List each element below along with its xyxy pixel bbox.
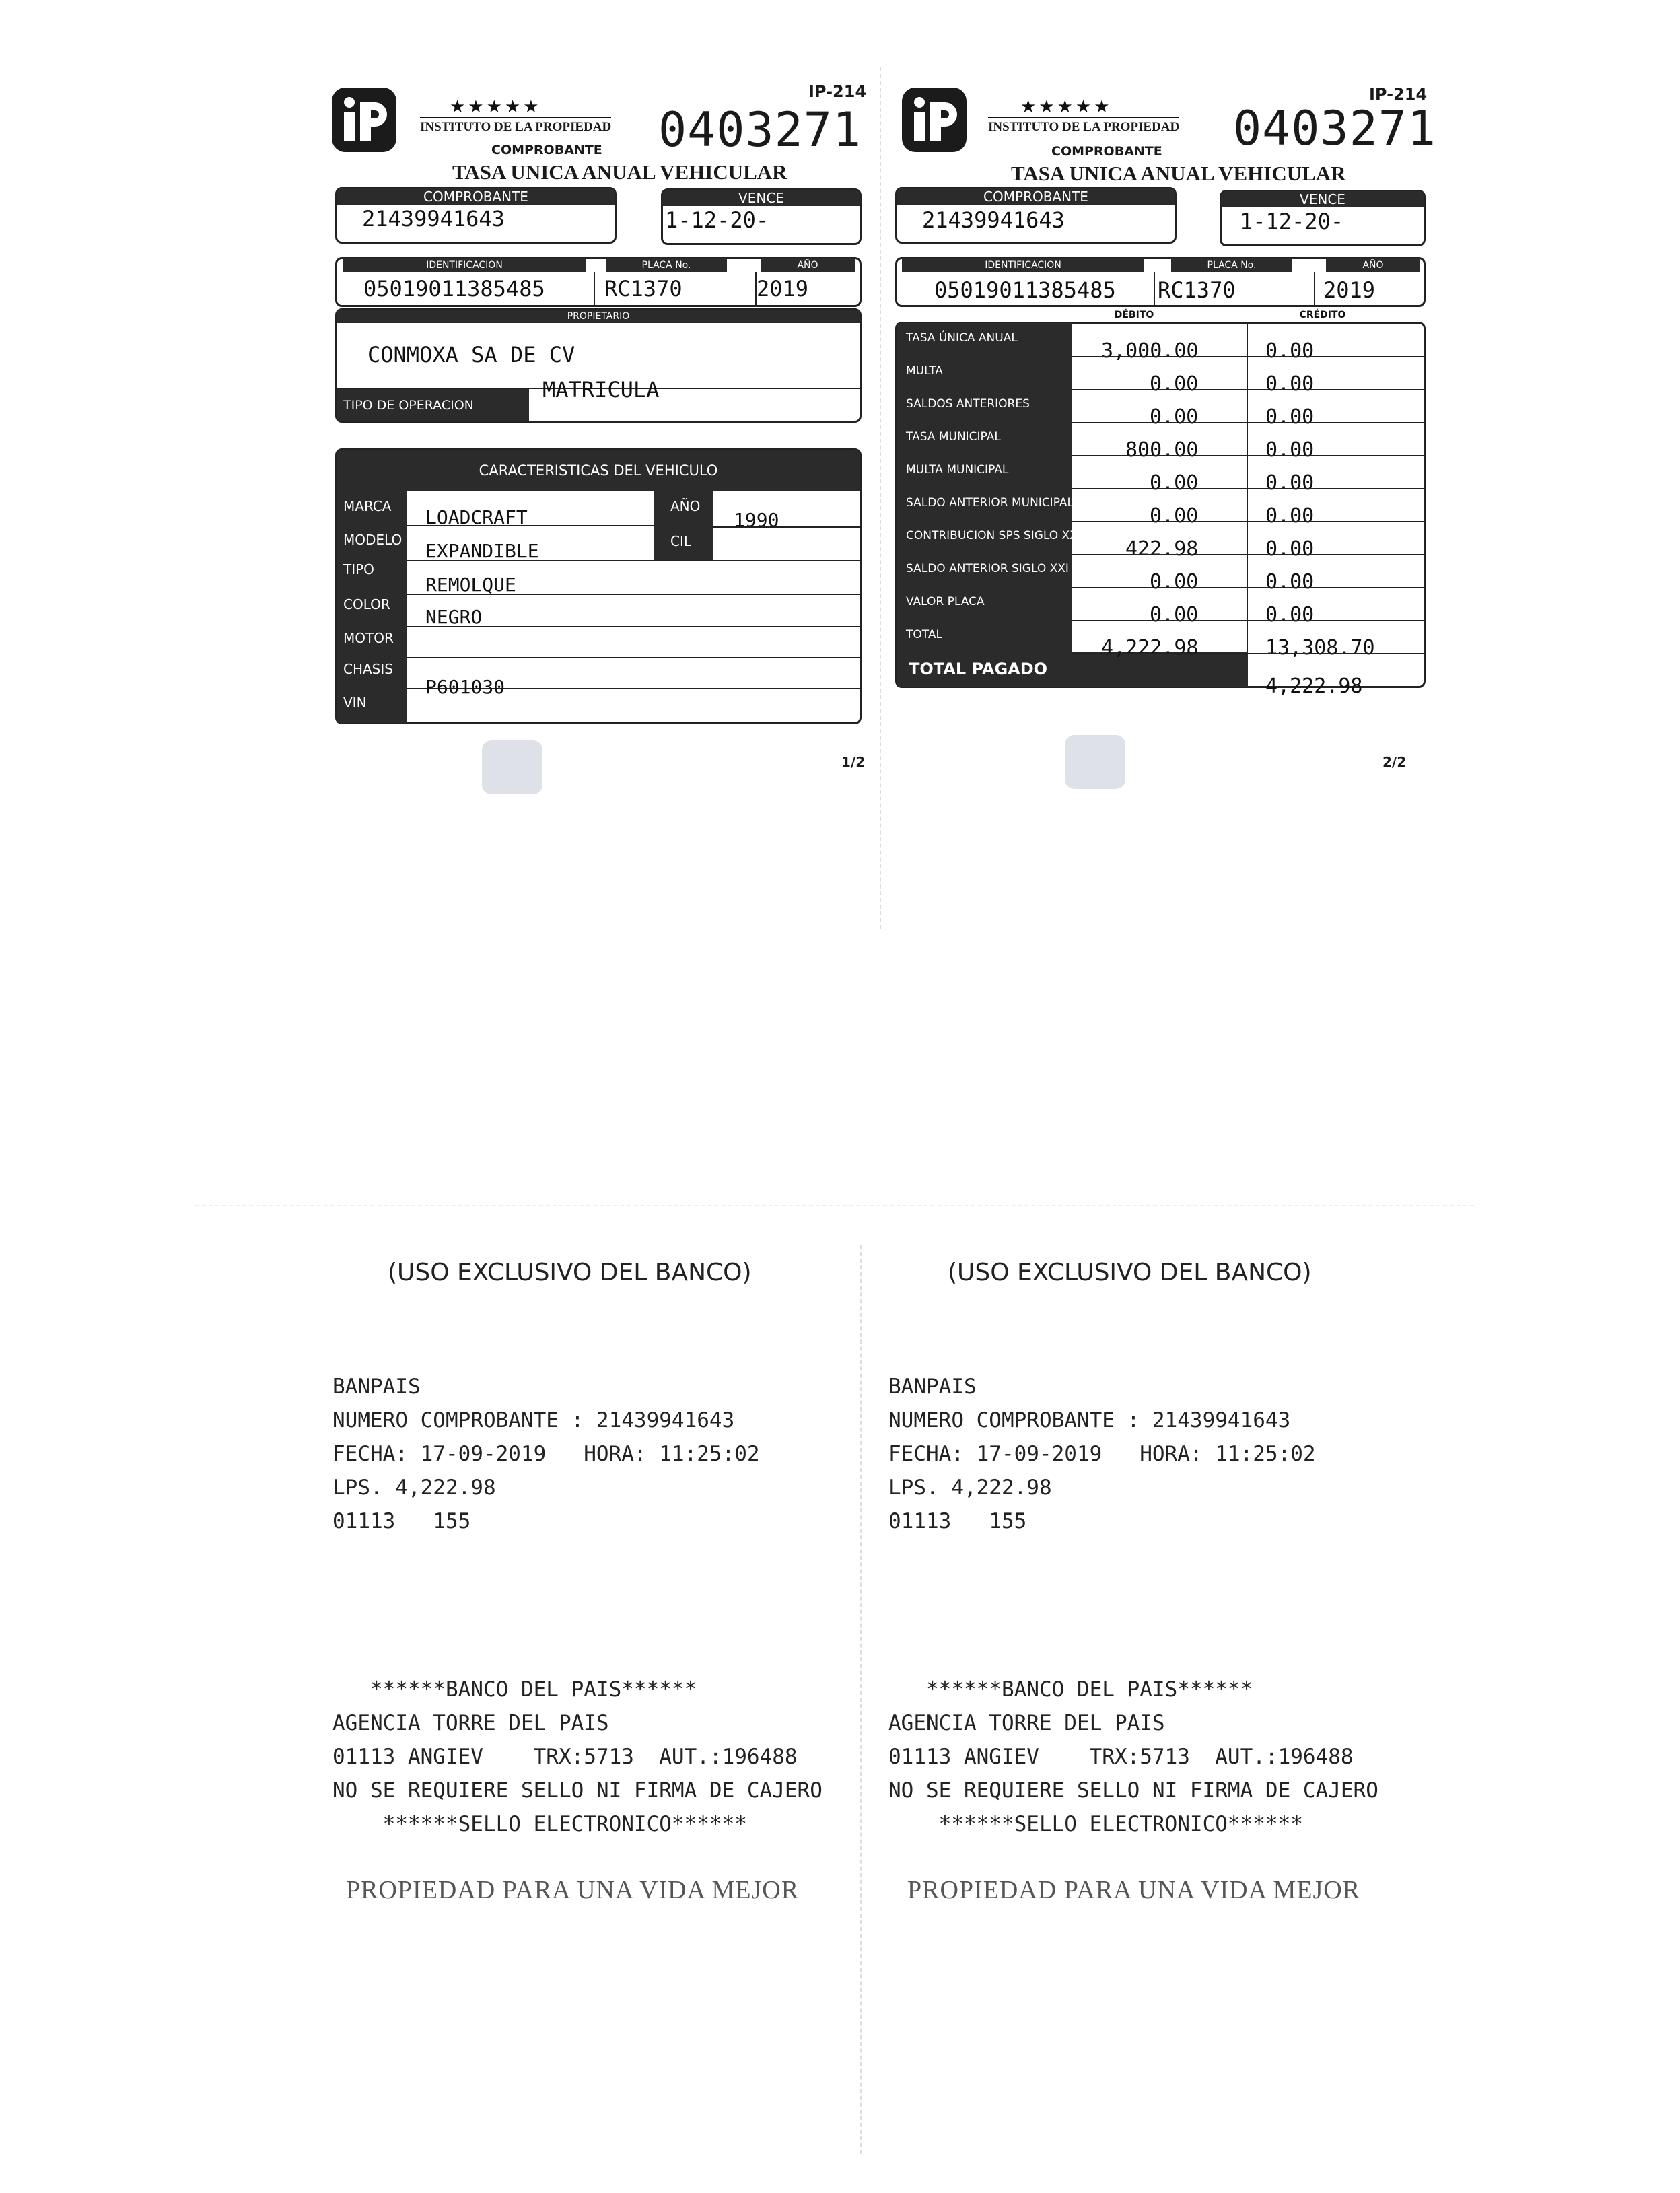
amount-row-label: SALDO ANTERIOR SIGLO XXI — [906, 562, 1069, 576]
marca-value: LOADCRAFT — [425, 506, 528, 528]
amount-row-debito: 0.00 — [1150, 603, 1199, 627]
bank-line-4: LPS. 4,222.98 — [888, 1475, 1052, 1500]
ip-logo-icon — [902, 88, 967, 152]
stamp-line-1: ******BANCO DEL PAIS****** — [888, 1677, 1253, 1702]
page-number: 1/2 — [841, 754, 866, 770]
modelo-label: MODELO — [343, 532, 403, 548]
amount-row-debito: 800.00 — [1125, 438, 1199, 462]
voucher-subtitle: COMPROBANTE — [1051, 144, 1162, 159]
bank-line-1: BANPAIS — [332, 1374, 421, 1399]
placa-label: PLACA No. — [606, 258, 727, 272]
identificacion-value: 05019011385485 — [363, 276, 545, 302]
ano2-value: 1990 — [734, 509, 779, 531]
motto: PROPIEDAD PARA UNA VIDA MEJOR — [346, 1876, 800, 1904]
amount-row-credito: 0.00 — [1265, 537, 1315, 561]
credito-label: CRÉDITO — [1299, 310, 1346, 320]
amount-row-line — [1072, 488, 1424, 489]
amount-row-debito: 0.00 — [1150, 471, 1199, 495]
stamp-line-2: AGENCIA TORRE DEL PAIS — [888, 1711, 1165, 1735]
vin-label: VIN — [343, 695, 367, 711]
voucher-subtitle: COMPROBANTE — [491, 143, 602, 158]
id-divider-2 — [1314, 272, 1315, 306]
bank-line-3: FECHA: 17-09-2019 HORA: 11:25:02 — [332, 1442, 760, 1466]
amount-row-line — [1072, 422, 1424, 423]
identificacion-value: 05019011385485 — [934, 277, 1116, 303]
fold-line-vertical — [880, 67, 881, 929]
amount-row-debito: 422.98 — [1125, 537, 1199, 561]
motto: PROPIEDAD PARA UNA VIDA MEJOR — [907, 1876, 1361, 1904]
institute-name: INSTITUTO DE LA PROPIEDAD — [420, 117, 611, 135]
bank-line-1: BANPAIS — [888, 1374, 977, 1399]
stamp-line-5: ******SELLO ELECTRONICO****** — [332, 1812, 747, 1836]
voucher-title: TASA UNICA ANUAL VEHICULAR — [452, 160, 788, 184]
amount-row-label: CONTRIBUCION SPS SIGLO XXI — [906, 529, 1081, 543]
amount-row-label: SALDO ANTERIOR MUNICIPAL — [906, 496, 1074, 510]
amount-row-credito: 0.00 — [1265, 570, 1315, 594]
amount-row-credito: 0.00 — [1265, 339, 1315, 363]
amount-row-line — [1072, 554, 1424, 555]
bank-line-2: NUMERO COMPROBANTE : 21439941643 — [888, 1408, 1291, 1432]
stamp-line-4: NO SE REQUIERE SELLO NI FIRMA DE CAJERO — [332, 1778, 823, 1803]
amount-row-credito: 0.00 — [1265, 438, 1315, 462]
amount-row-credito: 0.00 — [1265, 504, 1315, 528]
bank-line-4: LPS. 4,222.98 — [332, 1475, 496, 1500]
amount-row-credito: 0.00 — [1265, 405, 1315, 429]
placa-value: RC1370 — [604, 276, 682, 302]
amount-row-credito: 0.00 — [1265, 372, 1315, 396]
amount-row-credito: 13,308.70 — [1265, 636, 1375, 660]
amount-row-line — [1072, 389, 1424, 390]
chasis-value: P601030 — [425, 676, 505, 698]
vence-label: VENCE — [662, 190, 860, 206]
total-pagado-label: TOTAL PAGADO — [909, 660, 1048, 678]
fold-line-horizontal — [195, 1205, 1474, 1206]
stamp-line-1: ******BANCO DEL PAIS****** — [332, 1677, 697, 1702]
stamp-line-3: 01113 ANGIEV TRX:5713 AUT.:196488 — [332, 1745, 798, 1769]
total-pagado-value: 4,222.98 — [1265, 674, 1363, 698]
row-line-5 — [407, 657, 860, 658]
amount-row-label: TASA ÚNICA ANUAL — [906, 331, 1018, 345]
operacion-label: TIPO DE OPERACION — [337, 389, 529, 421]
vehicle-header: CARACTERISTICAS DEL VEHICULO — [337, 450, 860, 491]
id-divider-1 — [594, 272, 595, 306]
voucher-number: 0403271 — [1233, 101, 1437, 156]
comprobante-value: 21439941643 — [362, 206, 505, 232]
cil-label: CIL — [670, 533, 692, 549]
amount-row-label: TASA MUNICIPAL — [906, 430, 1001, 444]
ano-label: AÑO — [761, 258, 855, 272]
comprobante-value: 21439941643 — [922, 207, 1065, 233]
motor-label: MOTOR — [343, 630, 394, 646]
ip-code: IP-214 — [808, 82, 867, 101]
amount-row-label: MULTA — [906, 364, 943, 378]
voucher-number: 0403271 — [658, 102, 862, 158]
bank-line-5: 01113 155 — [332, 1509, 471, 1533]
amount-row-label: VALOR PLACA — [906, 595, 985, 608]
stars: ★★★★★ — [450, 97, 542, 117]
amount-row-line — [1072, 455, 1424, 456]
amount-row-credito: 0.00 — [1265, 471, 1315, 495]
bank-header: (USO EXCLUSIVO DEL BANCO) — [948, 1259, 1312, 1286]
voucher-title: TASA UNICA ANUAL VEHICULAR — [1011, 162, 1346, 185]
comprobante-label: COMPROBANTE — [337, 188, 615, 205]
bank-header: (USO EXCLUSIVO DEL BANCO) — [388, 1259, 752, 1286]
amount-row-line — [1072, 356, 1424, 357]
stamp-line-4: NO SE REQUIERE SELLO NI FIRMA DE CAJERO — [888, 1778, 1378, 1803]
amount-row-debito: 3,000.00 — [1101, 339, 1199, 363]
amount-row-label: SALDOS ANTERIORES — [906, 397, 1030, 411]
amount-row-debito: 0.00 — [1150, 504, 1199, 528]
vence-value: 1-12-20- — [665, 207, 769, 233]
ano-label: AÑO — [1326, 258, 1420, 272]
watermark-logo-icon — [482, 740, 542, 794]
stamp-line-3: 01113 ANGIEV TRX:5713 AUT.:196488 — [888, 1745, 1354, 1769]
amounts-divider — [1247, 323, 1248, 687]
tipo-label: TIPO — [343, 561, 374, 578]
stamp-line-2: AGENCIA TORRE DEL PAIS — [332, 1711, 609, 1735]
marca-label: MARCA — [343, 498, 392, 514]
ano-value: 2019 — [1323, 277, 1376, 303]
page-number: 2/2 — [1382, 754, 1407, 770]
placa-value: RC1370 — [1158, 277, 1236, 303]
chasis-label: CHASIS — [343, 661, 393, 677]
amount-row-line — [1072, 521, 1424, 522]
amount-row-line — [1072, 620, 1424, 621]
fold-line-vertical-lower — [860, 1245, 862, 2154]
amount-row-label: MULTA MUNICIPAL — [906, 463, 1009, 477]
propietario-label: PROPIETARIO — [337, 310, 860, 323]
placa-label: PLACA No. — [1171, 258, 1292, 272]
identificacion-label: IDENTIFICACION — [902, 258, 1144, 272]
modelo-value: EXPANDIBLE — [425, 540, 539, 562]
amount-row-line — [1072, 587, 1424, 588]
amount-row-credito: 0.00 — [1265, 603, 1315, 627]
bank-line-3: FECHA: 17-09-2019 HORA: 11:25:02 — [888, 1442, 1316, 1466]
operacion-value: MATRICULA — [542, 377, 660, 403]
propietario-value: CONMOXA SA DE CV — [368, 342, 575, 368]
amount-row-debito: 0.00 — [1150, 570, 1199, 594]
identificacion-label: IDENTIFICACION — [343, 258, 586, 272]
amount-row-debito: 0.00 — [1150, 372, 1199, 396]
ano-value: 2019 — [757, 276, 809, 302]
debito-label: DÉBITO — [1114, 310, 1154, 320]
amount-row-line — [1072, 653, 1424, 654]
comprobante-label: COMPROBANTE — [897, 188, 1175, 205]
tipo-value: REMOLQUE — [425, 573, 516, 596]
amount-row-label: TOTAL — [906, 628, 942, 641]
stars: ★★★★★ — [1020, 97, 1113, 117]
ano2-label: AÑO — [670, 498, 701, 514]
vence-label: VENCE — [1221, 191, 1424, 207]
watermark-logo-icon — [1065, 735, 1125, 789]
bank-line-5: 01113 155 — [888, 1509, 1027, 1533]
amount-row-debito: 0.00 — [1150, 405, 1199, 429]
color-value: NEGRO — [425, 606, 483, 628]
ip-logo-icon — [332, 88, 396, 152]
amount-row-debito: 4,222.98 — [1101, 636, 1199, 660]
stamp-line-5: ******SELLO ELECTRONICO****** — [888, 1812, 1303, 1836]
vence-value: 1-12-20- — [1240, 209, 1344, 234]
id-divider-1 — [1154, 272, 1155, 306]
ip-code: IP-214 — [1369, 85, 1428, 104]
institute-name: INSTITUTO DE LA PROPIEDAD — [988, 117, 1179, 135]
bank-line-2: NUMERO COMPROBANTE : 21439941643 — [332, 1408, 735, 1432]
color-label: COLOR — [343, 596, 390, 613]
